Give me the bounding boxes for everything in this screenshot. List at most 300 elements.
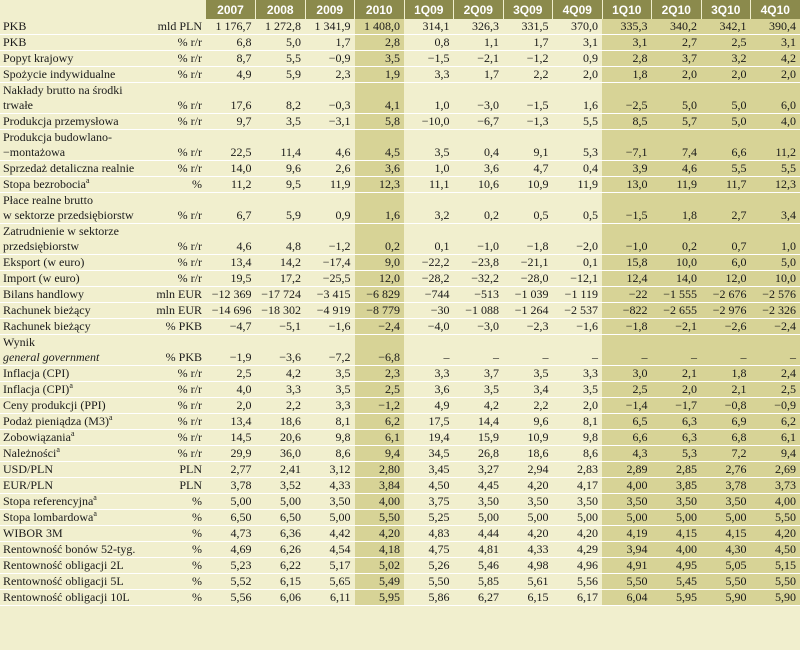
row-label [0, 478, 138, 494]
row-label [0, 303, 138, 319]
value-cell: 2,2 [503, 398, 553, 414]
row-label-text: PKB [3, 35, 27, 49]
value-cell: 0,4 [553, 161, 603, 177]
value-cell: 6,1 [355, 430, 405, 446]
value-cell: −1,0 [602, 224, 652, 255]
value-cell: 3,0 [602, 366, 652, 382]
footnote-marker: a [56, 445, 60, 454]
unit-text: % [192, 526, 202, 540]
value-cell: 4,20 [553, 526, 603, 542]
value-cell: 3,1 [751, 35, 800, 51]
value-cell: 3,5 [503, 366, 553, 382]
value-cell: 5,5 [553, 114, 603, 130]
row-label-text: Inflacja (CPI) [3, 366, 70, 380]
table-row [0, 161, 800, 177]
value-cell: 5,02 [355, 558, 405, 574]
value-cell: 4,73 [206, 526, 256, 542]
value-cell: 5,15 [751, 558, 800, 574]
value-cell: 4,83 [404, 526, 454, 542]
value-cell: 2,0 [553, 398, 603, 414]
value-cell: 1,7 [503, 35, 553, 51]
row-label-text: Rachunek bieżący [3, 319, 91, 333]
value-cell: 15,9 [454, 430, 504, 446]
unit-text: mln EUR [156, 287, 202, 301]
value-cell: −18 302 [256, 303, 306, 319]
unit-text: % r/r [177, 366, 202, 380]
value-cell: 0,2 [454, 193, 504, 224]
row-label [0, 271, 138, 287]
value-cell: 390,4 [751, 19, 800, 35]
value-cell: 4,00 [751, 494, 800, 510]
value-cell: 3,5 [256, 114, 306, 130]
footnote-marker: a [69, 381, 73, 390]
value-cell: 5,50 [751, 574, 800, 590]
row-label-text: Rentowność obligacji 2L [3, 558, 124, 572]
row-label-line: −montażowa [3, 145, 66, 159]
unit-text: % r/r [177, 208, 202, 222]
value-cell: 36,0 [256, 446, 306, 462]
row-label-line: przedsiębiorstw [3, 239, 79, 253]
value-cell: 1,8 [701, 366, 751, 382]
value-cell: 1,6 [553, 83, 603, 114]
value-cell: 17,5 [404, 414, 454, 430]
value-cell: 4,9 [404, 398, 454, 414]
value-cell: 1,6 [355, 193, 405, 224]
row-unit [138, 494, 206, 510]
value-cell: 2,80 [355, 462, 405, 478]
value-cell: 4,30 [701, 542, 751, 558]
value-cell: 4,9 [206, 67, 256, 83]
column-header: 2Q10 [652, 0, 702, 19]
value-cell: 8,1 [305, 414, 355, 430]
value-cell: 3,84 [355, 478, 405, 494]
value-cell: −28,0 [503, 271, 553, 287]
value-cell: 2,41 [256, 462, 306, 478]
row-label-text: Eksport (w euro) [3, 255, 85, 269]
value-cell: 2,0 [553, 67, 603, 83]
value-cell: 2,0 [751, 67, 800, 83]
value-cell: 0,9 [305, 193, 355, 224]
value-cell: −2,3 [503, 319, 553, 335]
value-cell: 1,8 [652, 193, 702, 224]
value-cell: 13,4 [206, 255, 256, 271]
unit-text: % r/r [177, 271, 202, 285]
value-cell: 2,0 [206, 398, 256, 414]
row-label-text: Zobowiązania [3, 430, 71, 444]
column-header: 2009 [305, 0, 355, 19]
unit-text: % r/r [177, 382, 202, 396]
value-cell: 1 176,7 [206, 19, 256, 35]
unit-text: mld PLN [157, 19, 202, 33]
value-cell: 2,1 [652, 366, 702, 382]
row-label-text: Import (w euro) [3, 271, 80, 285]
value-cell: 8,2 [256, 83, 306, 114]
table-row [0, 130, 800, 161]
value-cell: 3,50 [652, 494, 702, 510]
value-cell: 5,50 [602, 574, 652, 590]
row-unit [138, 510, 206, 526]
value-cell: 335,3 [602, 19, 652, 35]
value-cell: 3,50 [503, 494, 553, 510]
value-cell: 0,9 [553, 51, 603, 67]
value-cell: 2,85 [652, 462, 702, 478]
value-cell: 5,00 [256, 494, 306, 510]
value-cell: 11,9 [553, 177, 603, 193]
value-cell: −1,5 [602, 193, 652, 224]
value-cell: −30 [404, 303, 454, 319]
value-cell: −12 369 [206, 287, 256, 303]
table-row [0, 414, 800, 430]
row-label [0, 590, 138, 606]
value-cell: 5,65 [305, 574, 355, 590]
value-cell: 340,2 [652, 19, 702, 35]
value-cell: 29,9 [206, 446, 256, 462]
table-row [0, 558, 800, 574]
value-cell: 6,3 [652, 414, 702, 430]
value-cell: −1,6 [553, 319, 603, 335]
value-cell: 19,4 [404, 430, 454, 446]
value-cell: 2,2 [503, 67, 553, 83]
row-label [0, 510, 138, 526]
row-label [0, 414, 138, 430]
value-cell: −744 [404, 287, 454, 303]
footnote-marker: a [70, 429, 75, 438]
value-cell: 1,1 [454, 35, 504, 51]
value-cell: – [553, 335, 603, 366]
value-cell: 2,7 [701, 193, 751, 224]
value-cell: 3,5 [553, 382, 603, 398]
row-label-text: Należności [3, 446, 57, 460]
value-cell: 18,6 [503, 446, 553, 462]
value-cell: 0,2 [355, 224, 405, 255]
value-cell: 5,3 [652, 446, 702, 462]
value-cell: −6 829 [355, 287, 405, 303]
value-cell: 11,7 [701, 177, 751, 193]
value-cell: 3,4 [751, 193, 800, 224]
value-cell: 8,6 [553, 446, 603, 462]
value-cell: −1,2 [503, 51, 553, 67]
row-label-line: Nakłady brutto na środki [3, 83, 123, 97]
table-row [0, 510, 800, 526]
value-cell: 12,3 [355, 177, 405, 193]
value-cell: 331,5 [503, 19, 553, 35]
value-cell: 3,2 [404, 193, 454, 224]
row-label-text: Rachunek bieżący [3, 303, 91, 317]
value-cell: 4,2 [751, 51, 800, 67]
value-cell: −25,5 [305, 271, 355, 287]
value-cell: 6,11 [305, 590, 355, 606]
value-cell: 11,1 [404, 177, 454, 193]
value-cell: 9,5 [256, 177, 306, 193]
value-cell: −2,4 [751, 319, 800, 335]
value-cell: 5,00 [701, 510, 751, 526]
table-row [0, 494, 800, 510]
value-cell: 6,0 [701, 255, 751, 271]
value-cell: 2,5 [701, 35, 751, 51]
value-cell: 6,6 [602, 430, 652, 446]
value-cell: −2 676 [701, 287, 751, 303]
value-cell: 11,4 [256, 130, 306, 161]
column-header: 2008 [256, 0, 306, 19]
column-header: 2007 [206, 0, 256, 19]
value-cell: −1,4 [602, 398, 652, 414]
value-cell: 2,0 [701, 67, 751, 83]
value-cell: 6,26 [256, 542, 306, 558]
value-cell: 3,5 [305, 366, 355, 382]
value-cell: 4,8 [256, 224, 306, 255]
table-row [0, 462, 800, 478]
row-unit [138, 114, 206, 130]
value-cell: 3,5 [404, 130, 454, 161]
value-cell: −3,0 [454, 83, 504, 114]
value-cell: 3,50 [454, 494, 504, 510]
row-label-text: Inflacja (CPI) [3, 382, 70, 396]
value-cell: 9,4 [355, 446, 405, 462]
value-cell: 2,83 [553, 462, 603, 478]
value-cell: 2,89 [602, 462, 652, 478]
value-cell: −28,2 [404, 271, 454, 287]
value-cell: 4,69 [206, 542, 256, 558]
unit-text: PLN [179, 462, 202, 476]
value-cell: 4,33 [503, 542, 553, 558]
value-cell: 3,50 [701, 494, 751, 510]
table-row [0, 51, 800, 67]
value-cell: – [404, 335, 454, 366]
unit-text: % r/r [177, 255, 202, 269]
value-cell: 5,45 [652, 574, 702, 590]
value-cell: 6,9 [701, 414, 751, 430]
value-cell: −1,3 [503, 114, 553, 130]
value-cell: 6,27 [454, 590, 504, 606]
row-label-text: Podaż pieniądza (M3) [3, 414, 109, 428]
value-cell: 1 408,0 [355, 19, 405, 35]
table-row [0, 303, 800, 319]
column-header: 2010 [355, 0, 405, 19]
table-row [0, 446, 800, 462]
row-label-text: Rentowność obligacji 10L [3, 590, 130, 604]
value-cell: 3,5 [305, 382, 355, 398]
value-cell: 9,0 [355, 255, 405, 271]
row-unit [138, 542, 206, 558]
row-unit [138, 35, 206, 51]
value-cell: −1,8 [503, 224, 553, 255]
value-cell: 0,8 [404, 35, 454, 51]
value-cell: 5,00 [454, 510, 504, 526]
value-cell: 3,75 [404, 494, 454, 510]
row-unit [138, 177, 206, 193]
value-cell: 4,7 [503, 161, 553, 177]
value-cell: 5,00 [305, 510, 355, 526]
row-unit [138, 319, 206, 335]
column-header: 1Q09 [404, 0, 454, 19]
value-cell: 1,0 [404, 161, 454, 177]
unit-text: % r/r [177, 98, 202, 112]
row-unit [138, 558, 206, 574]
row-label [0, 114, 138, 130]
value-cell: 8,6 [305, 446, 355, 462]
value-cell: 3,6 [355, 161, 405, 177]
value-cell: 19,5 [206, 271, 256, 287]
value-cell: 5,56 [206, 590, 256, 606]
value-cell: 0,4 [454, 130, 504, 161]
value-cell: 4,42 [305, 526, 355, 542]
value-cell: −2,5 [602, 83, 652, 114]
row-label [0, 319, 138, 335]
value-cell: 3,6 [454, 161, 504, 177]
value-cell: 2,4 [751, 366, 800, 382]
value-cell: 0,7 [701, 224, 751, 255]
value-cell: 34,5 [404, 446, 454, 462]
value-cell: −0,9 [305, 51, 355, 67]
value-cell: 5,25 [404, 510, 454, 526]
value-cell: −1 088 [454, 303, 504, 319]
value-cell: 1 341,9 [305, 19, 355, 35]
table-row [0, 430, 800, 446]
value-cell: 14,5 [206, 430, 256, 446]
table-row [0, 83, 800, 114]
row-label-text: Rentowność obligacji 5L [3, 574, 124, 588]
value-cell: 6,17 [553, 590, 603, 606]
value-cell: 4,95 [652, 558, 702, 574]
value-cell: 5,50 [355, 510, 405, 526]
value-cell: −1 119 [553, 287, 603, 303]
row-label-line: Wynik [3, 335, 35, 349]
value-cell: 3,5 [454, 382, 504, 398]
column-header: 3Q10 [701, 0, 751, 19]
value-cell: 5,86 [404, 590, 454, 606]
row-label [0, 542, 138, 558]
value-cell: 5,00 [503, 510, 553, 526]
value-cell: 4,15 [701, 526, 751, 542]
unit-text: % r/r [177, 239, 202, 253]
value-cell: 7,4 [652, 130, 702, 161]
value-cell: −17 724 [256, 287, 306, 303]
value-cell: −0,8 [701, 398, 751, 414]
value-cell: −7,1 [602, 130, 652, 161]
row-label [0, 19, 138, 35]
value-cell: 3,2 [701, 51, 751, 67]
value-cell: 11,9 [652, 177, 702, 193]
value-cell: 4,00 [652, 542, 702, 558]
header-blank-unit [138, 0, 206, 19]
value-cell: 5,00 [206, 494, 256, 510]
row-label-line: Zatrudnienie w sektorze [3, 224, 119, 238]
value-cell: 1,0 [751, 224, 800, 255]
value-cell: 2,76 [701, 462, 751, 478]
value-cell: 9,4 [751, 446, 800, 462]
table-row [0, 255, 800, 271]
row-unit [138, 430, 206, 446]
value-cell: 4,98 [503, 558, 553, 574]
row-unit [138, 446, 206, 462]
value-cell: – [503, 335, 553, 366]
value-cell: −23,8 [454, 255, 504, 271]
value-cell: −1,5 [404, 51, 454, 67]
value-cell: 5,9 [256, 193, 306, 224]
value-cell: 20,6 [256, 430, 306, 446]
value-cell: −2 537 [553, 303, 603, 319]
table-row [0, 177, 800, 193]
value-cell: 5,61 [503, 574, 553, 590]
row-unit [138, 526, 206, 542]
value-cell: 5,0 [751, 255, 800, 271]
value-cell: −3,0 [454, 319, 504, 335]
table-row [0, 366, 800, 382]
value-cell: 10,9 [503, 430, 553, 446]
value-cell: −1,0 [454, 224, 504, 255]
value-cell: 4,5 [355, 130, 405, 161]
value-cell: 4,75 [404, 542, 454, 558]
value-cell: 5,26 [404, 558, 454, 574]
value-cell: 5,7 [652, 114, 702, 130]
value-cell: −17,4 [305, 255, 355, 271]
value-cell: 5,50 [751, 510, 800, 526]
value-cell: 14,0 [206, 161, 256, 177]
row-label [0, 446, 138, 462]
value-cell: 5,5 [701, 161, 751, 177]
value-cell: 5,00 [553, 510, 603, 526]
value-cell: 6,15 [503, 590, 553, 606]
value-cell: 3,50 [553, 494, 603, 510]
row-label [0, 193, 138, 224]
value-cell: −2 655 [652, 303, 702, 319]
value-cell: −1 264 [503, 303, 553, 319]
unit-text: % r/r [177, 114, 202, 128]
value-cell: 9,8 [553, 430, 603, 446]
value-cell: 3,5 [355, 51, 405, 67]
value-cell: −3 415 [305, 287, 355, 303]
value-cell: 26,8 [454, 446, 504, 462]
value-cell: 15,8 [602, 255, 652, 271]
column-header: 3Q09 [503, 0, 553, 19]
value-cell: 9,1 [503, 130, 553, 161]
value-cell: 5,00 [602, 510, 652, 526]
value-cell: 3,85 [652, 478, 702, 494]
header-row [0, 0, 800, 19]
value-cell: 3,73 [751, 478, 800, 494]
value-cell: 4,6 [652, 161, 702, 177]
row-unit [138, 590, 206, 606]
value-cell: −1,9 [206, 335, 256, 366]
value-cell: 326,3 [454, 19, 504, 35]
row-unit [138, 83, 206, 114]
table-row [0, 224, 800, 255]
row-label [0, 526, 138, 542]
value-cell: 3,52 [256, 478, 306, 494]
value-cell: 2,94 [503, 462, 553, 478]
value-cell: 2,69 [751, 462, 800, 478]
table-row [0, 335, 800, 366]
value-cell: 0,2 [652, 224, 702, 255]
value-cell: 5,5 [751, 161, 800, 177]
row-label-line: general government [3, 350, 100, 364]
table-row [0, 19, 800, 35]
value-cell: 6,50 [256, 510, 306, 526]
row-label-text: Popyt krajowy [3, 51, 74, 65]
unit-text: % r/r [177, 51, 202, 65]
value-cell: 3,3 [256, 382, 306, 398]
row-label [0, 51, 138, 67]
value-cell: 4,15 [652, 526, 702, 542]
value-cell: −0,3 [305, 83, 355, 114]
row-unit [138, 51, 206, 67]
value-cell: 2,77 [206, 462, 256, 478]
row-label [0, 382, 138, 398]
value-cell: 4,3 [602, 446, 652, 462]
row-unit [138, 574, 206, 590]
value-cell: 2,5 [206, 366, 256, 382]
value-cell: 4,00 [355, 494, 405, 510]
